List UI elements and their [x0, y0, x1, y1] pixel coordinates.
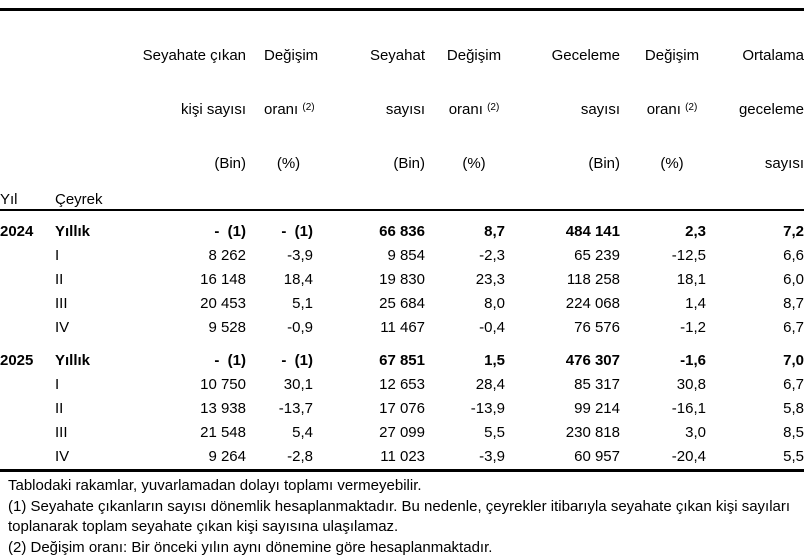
- overnight-change-cell: -1,6: [620, 340, 706, 373]
- col-header-overnight-count: Geceleme sayısı (Bin): [505, 10, 620, 211]
- trip-change-cell: -0,4: [425, 316, 505, 340]
- travel-statistics-table: [0, 8, 804, 472]
- overnight-count-cell: 65 239: [505, 244, 620, 268]
- trip-count-cell: 25 684: [313, 292, 425, 316]
- footnotes: [0, 472, 812, 558]
- people-count-cell: 9 528: [130, 316, 246, 340]
- people-change-cell: 5,4: [246, 421, 313, 445]
- overnight-change-cell: -12,5: [620, 244, 706, 268]
- average-overnight-cell: 8,7: [706, 292, 804, 316]
- table-row-2024-q2: [0, 268, 804, 292]
- year-cell: [0, 397, 55, 421]
- year-cell: 2025: [0, 340, 55, 373]
- people-change-cell: 30,1: [246, 373, 313, 397]
- overnight-count-cell: 76 576: [505, 316, 620, 340]
- average-overnight-cell: 7,0: [706, 340, 804, 373]
- period-cell: I: [55, 244, 130, 268]
- year-cell: [0, 373, 55, 397]
- overnight-change-cell: 30,8: [620, 373, 706, 397]
- people-count-cell: 8 262: [130, 244, 246, 268]
- overnight-change-cell: 18,1: [620, 268, 706, 292]
- table-row-2024-q1: [0, 244, 804, 268]
- period-cell: Yıllık: [55, 210, 130, 244]
- year-cell: [0, 268, 55, 292]
- year-cell: [0, 445, 55, 471]
- people-change-cell: - (1): [246, 210, 313, 244]
- period-cell: II: [55, 397, 130, 421]
- period-cell: II: [55, 268, 130, 292]
- trip-change-cell: -2,3: [425, 244, 505, 268]
- table-row-2025-q1: [0, 373, 804, 397]
- footnote-2: (2) Değişim oranı: Bir önceki yılın aynı dönemine göre hesaplanmaktadır.: [8, 538, 804, 558]
- trip-count-cell: 12 653: [313, 373, 425, 397]
- trip-count-cell: 66 836: [313, 210, 425, 244]
- trip-count-cell: 67 851: [313, 340, 425, 373]
- people-change-cell: -0,9: [246, 316, 313, 340]
- people-change-cell: -3,9: [246, 244, 313, 268]
- people-change-cell: - (1): [246, 340, 313, 373]
- people-count-cell: 10 750: [130, 373, 246, 397]
- people-change-cell: 5,1: [246, 292, 313, 316]
- trip-change-cell: 8,0: [425, 292, 505, 316]
- trip-change-cell: -13,9: [425, 397, 505, 421]
- footnote-1: (1) Seyahate çıkanların sayısı dönemlik hesaplanmaktadır. Bu nedenle, çeyrekler itibarıyla seyahate çıkan kişi sayıları toplanarak toplam seyahate çıkan kişi sayısına ulaşılamaz.: [8, 497, 804, 538]
- average-overnight-cell: 5,5: [706, 445, 804, 471]
- year-cell: 2024: [0, 210, 55, 244]
- col-header-trip-change-rate: Değişim oranı $^{(2)}$ (%): [425, 10, 505, 211]
- period-cell: I: [55, 373, 130, 397]
- col-header-year: Yıl: [0, 10, 55, 211]
- table-row-2024-annual: [0, 210, 804, 244]
- trip-count-cell: 27 099: [313, 421, 425, 445]
- period-cell: IV: [55, 316, 130, 340]
- average-overnight-cell: 6,7: [706, 316, 804, 340]
- col-header-quarter: Çeyrek: [55, 10, 130, 211]
- overnight-count-cell: 484 141: [505, 210, 620, 244]
- table-row-2025-annual: [0, 340, 804, 373]
- people-change-cell: 18,4: [246, 268, 313, 292]
- overnight-count-cell: 224 068: [505, 292, 620, 316]
- average-overnight-cell: 7,2: [706, 210, 804, 244]
- footnote-2-marker: (2): [487, 102, 499, 113]
- people-count-cell: - (1): [130, 210, 246, 244]
- overnight-count-cell: 99 214: [505, 397, 620, 421]
- people-count-cell: 16 148: [130, 268, 246, 292]
- average-overnight-cell: 8,5: [706, 421, 804, 445]
- average-overnight-cell: 5,8: [706, 397, 804, 421]
- people-count-cell: 20 453: [130, 292, 246, 316]
- table-row-2024-q3: [0, 292, 804, 316]
- people-count-cell: 21 548: [130, 421, 246, 445]
- trip-count-cell: 17 076: [313, 397, 425, 421]
- period-cell: IV: [55, 445, 130, 471]
- table-row-2025-q3: [0, 421, 804, 445]
- trip-change-cell: -3,9: [425, 445, 505, 471]
- overnight-count-cell: 118 258: [505, 268, 620, 292]
- table-row-2025-q2: [0, 397, 804, 421]
- trip-count-cell: 11 467: [313, 316, 425, 340]
- year-cell: [0, 292, 55, 316]
- trip-change-cell: 5,5: [425, 421, 505, 445]
- people-change-cell: -13,7: [246, 397, 313, 421]
- people-count-cell: 9 264: [130, 445, 246, 471]
- overnight-count-cell: 230 818: [505, 421, 620, 445]
- table-row-2024-q4: [0, 316, 804, 340]
- col-header-people-change-rate: Değişim oranı $^{(2)}$ (%): [246, 10, 313, 211]
- overnight-count-cell: 85 317: [505, 373, 620, 397]
- overnight-change-cell: -20,4: [620, 445, 706, 471]
- people-count-cell: - (1): [130, 340, 246, 373]
- overnight-change-cell: -16,1: [620, 397, 706, 421]
- footnote-rounding: Tablodaki rakamlar, yuvarlamadan dolayı toplamı vermeyebilir.: [8, 476, 804, 497]
- col-header-people-count: Seyahate çıkan kişi sayısı (Bin): [130, 10, 246, 211]
- overnight-count-cell: 60 957: [505, 445, 620, 471]
- average-overnight-cell: 6,6: [706, 244, 804, 268]
- overnight-change-cell: 1,4: [620, 292, 706, 316]
- table-row-2025-q4: [0, 445, 804, 471]
- people-change-cell: -2,8: [246, 445, 313, 471]
- year-cell: [0, 244, 55, 268]
- overnight-change-cell: 3,0: [620, 421, 706, 445]
- trip-change-cell: 28,4: [425, 373, 505, 397]
- trip-change-cell: 23,3: [425, 268, 505, 292]
- average-overnight-cell: 6,0: [706, 268, 804, 292]
- col-header-average-overnight: Ortalama geceleme sayısı: [706, 10, 804, 211]
- footnote-2-marker: (2): [685, 102, 697, 113]
- trip-change-cell: 8,7: [425, 210, 505, 244]
- people-count-cell: 13 938: [130, 397, 246, 421]
- trip-count-cell: 19 830: [313, 268, 425, 292]
- period-cell: III: [55, 292, 130, 316]
- period-cell: Yıllık: [55, 340, 130, 373]
- overnight-count-cell: 476 307: [505, 340, 620, 373]
- trip-count-cell: 11 023: [313, 445, 425, 471]
- year-cell: [0, 316, 55, 340]
- overnight-change-cell: 2,3: [620, 210, 706, 244]
- average-overnight-cell: 6,7: [706, 373, 804, 397]
- overnight-change-cell: -1,2: [620, 316, 706, 340]
- trip-change-cell: 1,5: [425, 340, 505, 373]
- col-header-overnight-change-rate: Değişim oranı $^{(2)}$ (%): [620, 10, 706, 211]
- year-cell: [0, 421, 55, 445]
- header-row: [0, 10, 804, 211]
- period-cell: III: [55, 421, 130, 445]
- footnote-2-marker: (2): [302, 102, 314, 113]
- trip-count-cell: 9 854: [313, 244, 425, 268]
- col-header-trip-count: Seyahat sayısı (Bin): [313, 10, 425, 211]
